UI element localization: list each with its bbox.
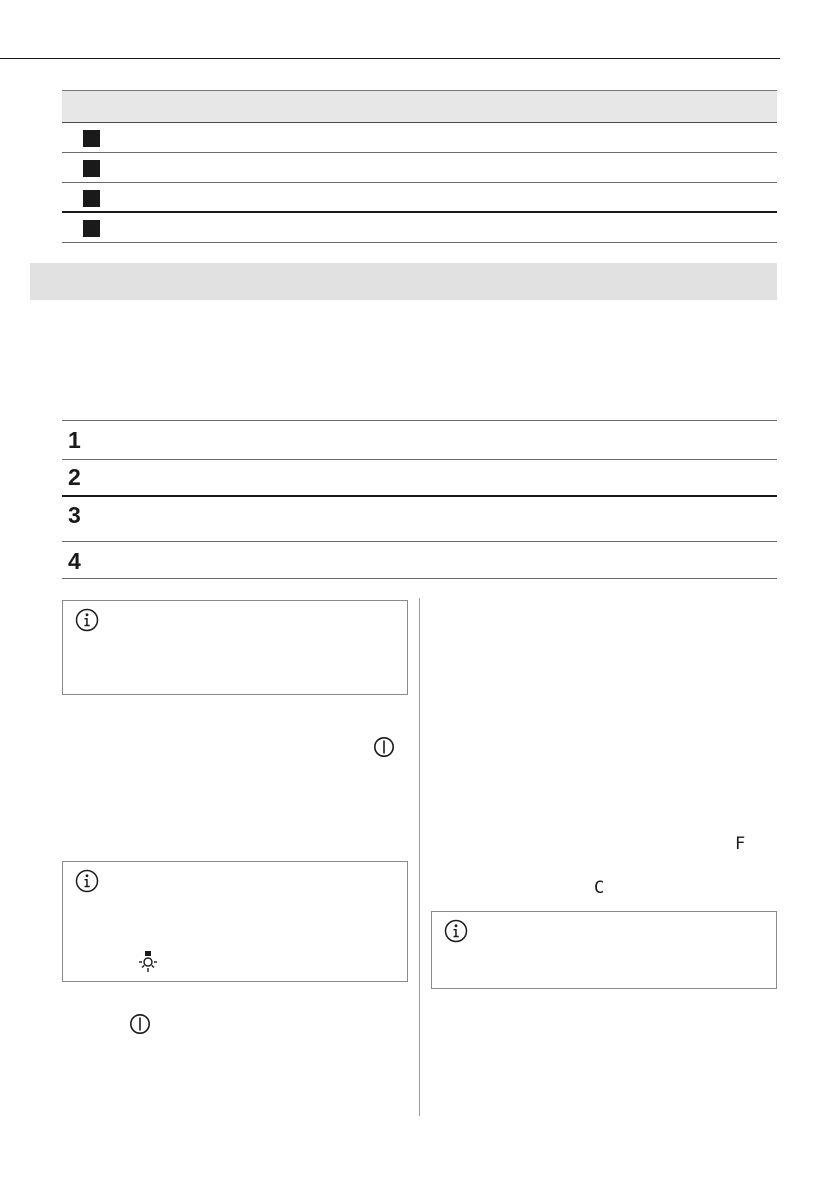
info-note [62,600,408,695]
table-row [62,153,777,183]
info-icon [75,608,99,637]
square-marker [83,160,100,177]
square-marker [83,130,100,147]
light-icon [136,950,160,979]
power-icon [129,1013,151,1040]
table-row [62,542,777,579]
info-note [62,861,408,982]
fahrenheit-display-symbol: F [735,834,746,854]
square-marker [83,190,100,207]
column-divider [419,598,420,1116]
table-row [62,123,777,153]
square-marker [83,220,100,237]
table-header [62,90,777,123]
table-row [62,460,777,497]
celsius-display-symbol: C [594,878,605,898]
info-icon [75,869,99,898]
row-number: 4 [68,548,81,574]
table-row [62,497,777,542]
row-number: 2 [68,464,81,490]
numbered-table [62,420,777,579]
info-icon [444,919,468,948]
top-rule [0,58,780,59]
row-number: 3 [68,502,81,528]
table-row [62,213,777,243]
info-note [431,911,777,989]
row-number: 1 [68,427,81,453]
symbols-table [62,90,777,243]
table-row [62,421,777,460]
table-row [62,183,777,213]
power-icon [373,736,395,763]
section-heading-band [30,263,777,300]
